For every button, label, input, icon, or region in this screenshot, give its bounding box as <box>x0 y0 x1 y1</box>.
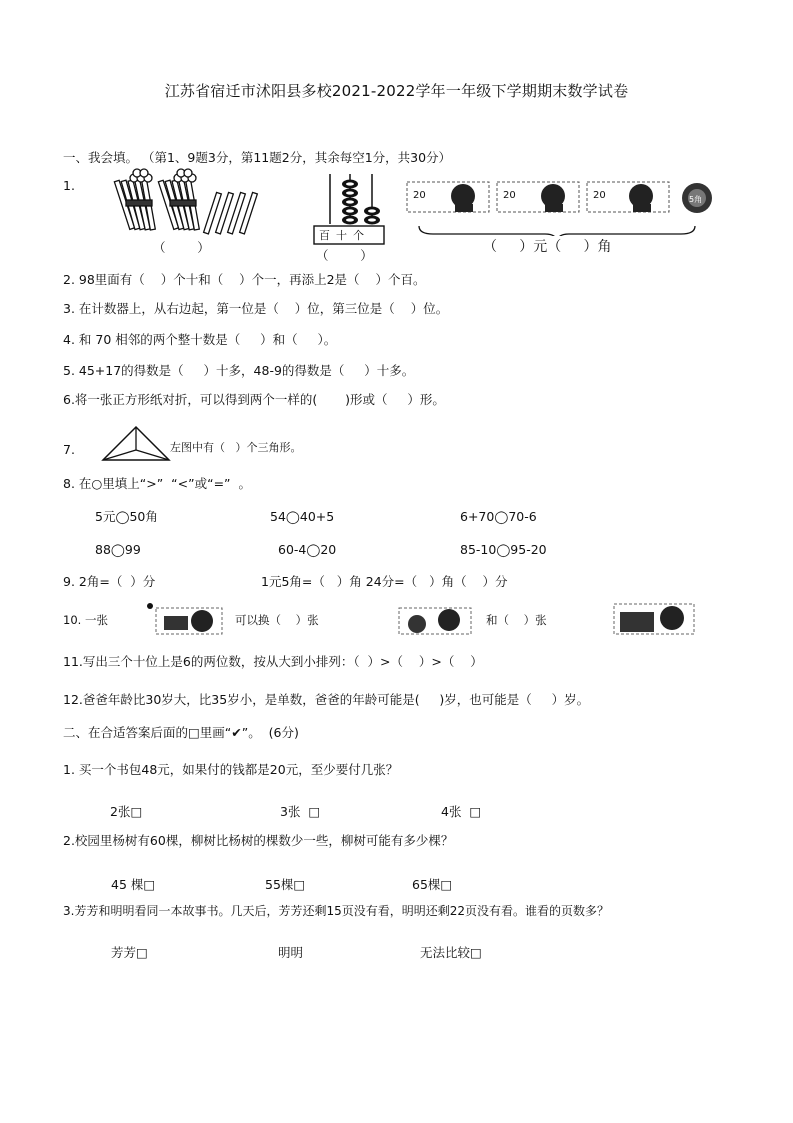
money-illustration <box>405 178 725 236</box>
banknote-20-3 <box>587 182 669 212</box>
q8-row1-item2: 54◯40+5 <box>270 509 335 524</box>
s2-q2-option3[interactable]: 65棵□ <box>412 877 453 892</box>
q10-and: 和（ ）张 <box>486 613 547 627</box>
q5: 5. 45+17的得数是（ ）十多，48-9的得数是（ ）十多。 <box>63 363 415 378</box>
q9-part1: 9. 2角=（ ）分 <box>63 574 156 589</box>
banknote-value-1: 20 <box>413 190 426 201</box>
banknote-q10-2 <box>395 602 477 638</box>
section1-heading: 一、我会填。 （第1、9题3分，第11题2分，其余每空1分，共30分） <box>63 150 452 165</box>
q1-sticks-blank: （ ） <box>153 240 210 255</box>
stick-bundle-2 <box>158 169 199 230</box>
banknote-20-1 <box>407 182 489 212</box>
s2-q2-text: 2.校园里杨树有60棵，柳树比杨树的棵数少一些，柳树可能有多少棵？ <box>63 833 454 848</box>
q11: 11.写出三个十位上是6的两位数，按从大到小排列：（ ）>（ ）>（ ） <box>63 654 483 669</box>
coin-5-jiao <box>682 183 712 213</box>
q2: 2. 98里面有（ ）个十和（ ）个一，再添上2是（ ）个百。 <box>63 272 426 287</box>
q1-money-blank: （ ）元（ ）角 <box>483 239 612 255</box>
s2-q3-option2[interactable]: 明明 <box>278 945 304 960</box>
q7-number: 7. <box>63 442 75 457</box>
banknote-20-2 <box>497 182 579 212</box>
abacus-place-labels <box>319 230 370 241</box>
abacus-label-hundreds: 百 <box>319 229 336 242</box>
q10-mid: 可以换（ ）张 <box>235 613 319 627</box>
s2-q3-option1[interactable]: 芳芳□ <box>111 945 148 960</box>
s2-q2-option2[interactable]: 55棵□ <box>265 877 306 892</box>
banknote-value-3: 20 <box>593 190 606 201</box>
banknote-q10-1 <box>146 602 228 638</box>
q7-text: 左图中有（ ）个三角形。 <box>170 441 302 454</box>
q8-prompt: 8. 在○里填上“>” “<”或“=” 。 <box>63 476 251 491</box>
triangle-figure <box>100 424 172 464</box>
q8-row2-item1: 88◯99 <box>95 542 141 557</box>
s2-q1-option2[interactable]: 3张 □ <box>280 804 321 819</box>
q12: 12.爸爸年龄比30岁大，比35岁小，是单数，爸爸的年龄可能是( )岁，也可能是（ ）岁。 <box>63 692 590 707</box>
q8-row2-item3: 85-10◯95-20 <box>460 542 547 557</box>
abacus-label-ones: 个 <box>353 229 370 242</box>
q1-number: 1. <box>63 178 75 193</box>
stick-bundle-1 <box>114 169 155 230</box>
s2-q1-option3[interactable]: 4张 □ <box>441 804 482 819</box>
q8-row1-item3: 6+70◯70-6 <box>460 509 537 524</box>
coin-value: 5角 <box>689 195 703 204</box>
s2-q1-option1[interactable]: 2张□ <box>110 804 143 819</box>
q1-abacus-blank: （ ） <box>316 248 373 263</box>
q8-row1-item1: 5元◯50角 <box>95 509 158 524</box>
q6: 6.将一张正方形纸对折，可以得到两个一样的( )形或（ ）形。 <box>63 392 445 407</box>
q9-part2: 1元5角=（ ）角 24分=（ ）角（ ）分 <box>261 574 508 589</box>
stick-bundles-illustration <box>110 168 270 240</box>
s2-q2-option1[interactable]: 45 棵□ <box>111 877 156 892</box>
single-sticks <box>204 192 258 233</box>
s2-q3-option3[interactable]: 无法比较□ <box>420 945 482 960</box>
q8-row2-item2: 60-4◯20 <box>278 542 337 557</box>
abacus-label-tens: 十 <box>336 229 353 242</box>
s2-q3-text: 3.芳芳和明明看同一本故事书。几天后，芳芳还剩15页没有看，明明还剩22页没有看。谁看的页数多？ <box>63 904 609 918</box>
q10-start: 10. 一张 <box>63 613 108 627</box>
s2-q1-text: 1. 买一个书包48元，如果付的钱都是20元，至少要付几张？ <box>63 762 399 777</box>
page-title: 江苏省宿迁市沭阳县多校2021-2022学年一年级下学期期末数学试卷 <box>164 82 629 100</box>
banknote-value-2: 20 <box>503 190 516 201</box>
q4: 4. 和 70 相邻的两个整十数是（ ）和（ ）。 <box>63 332 337 347</box>
section2-heading: 二、在合适答案后面的□里画“✔”。 (6分) <box>63 725 299 740</box>
q3: 3. 在计数器上，从右边起，第一位是（ ）位，第三位是（ ）位。 <box>63 301 449 316</box>
banknote-q10-3 <box>606 598 698 638</box>
